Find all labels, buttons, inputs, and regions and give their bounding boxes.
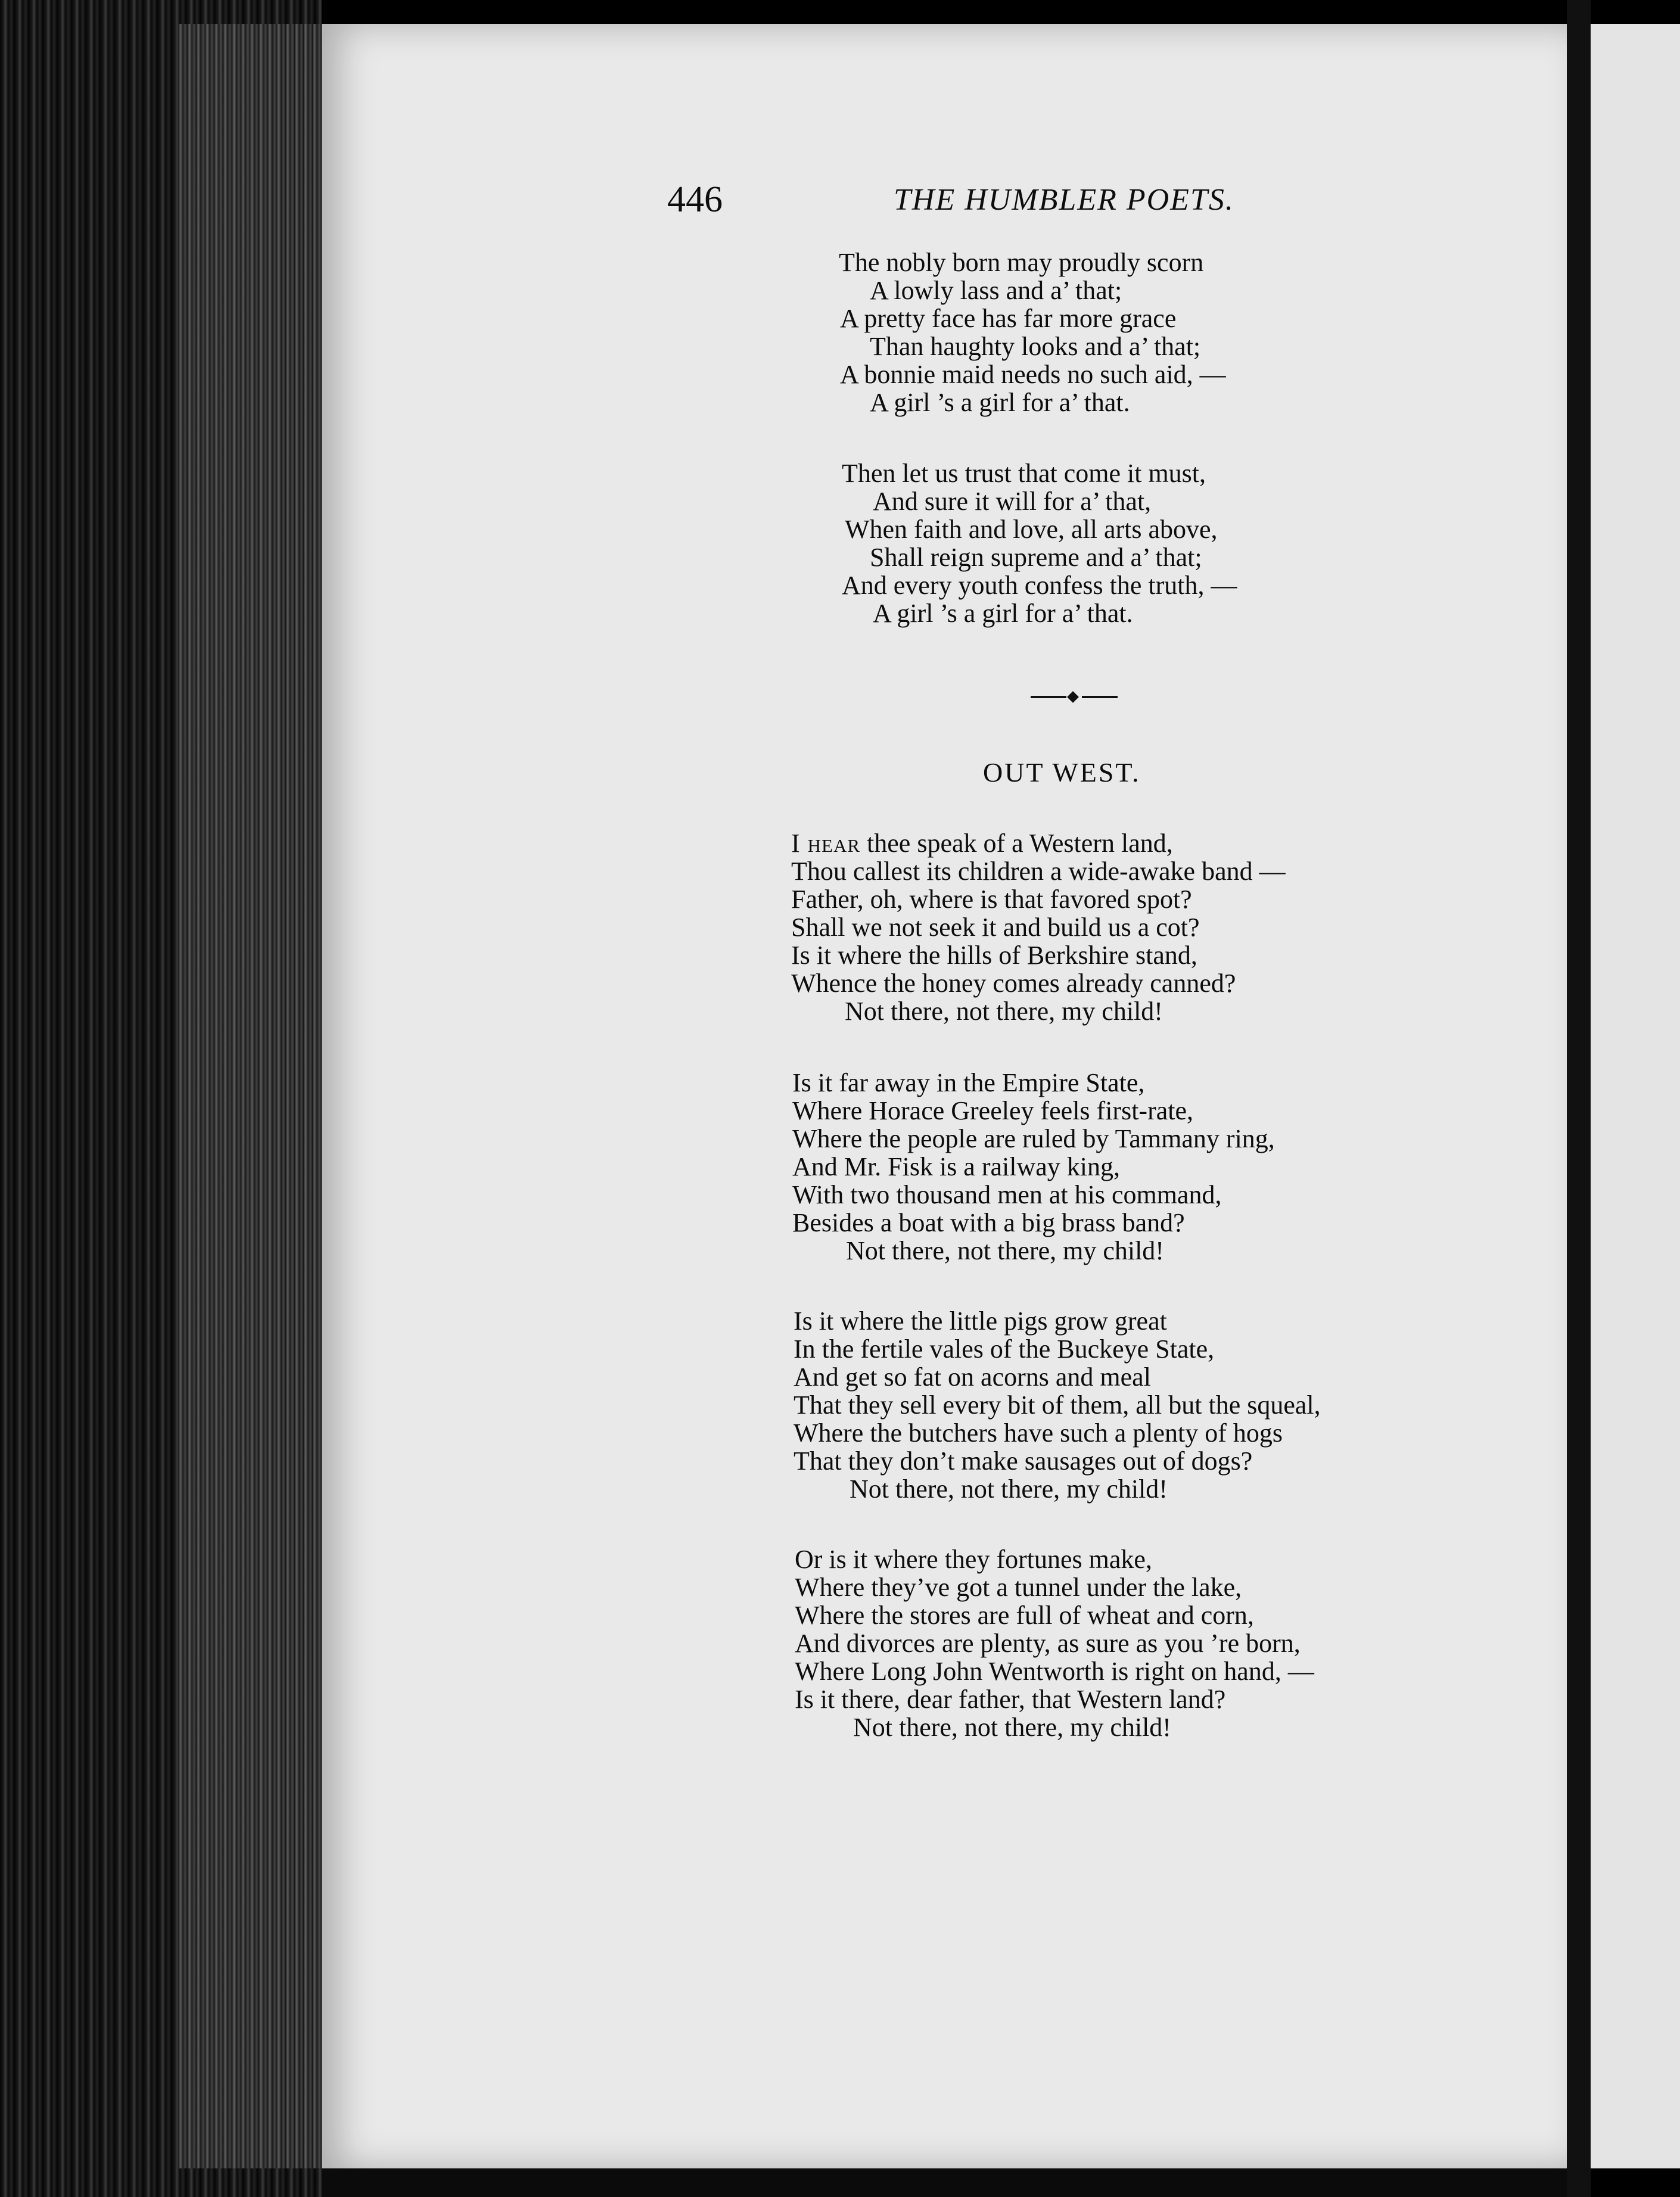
verse-line: When faith and love, all arts above, — [845, 515, 1218, 544]
verse-line: In the fertile vales of the Buckeye State, — [794, 1334, 1215, 1364]
refrain-line: Not there, not there, my child! — [853, 1713, 1171, 1742]
refrain-line: Not there, not there, my child! — [845, 997, 1163, 1026]
page-number: 446 — [667, 179, 723, 220]
verse-line: A pretty face has far more grace — [840, 304, 1177, 333]
verse-line: And every youth confess the truth, — — [842, 571, 1237, 600]
verse-line: Then let us trust that come it must, — [842, 459, 1206, 488]
verse-line: Father, oh, where is that favored spot? — [791, 885, 1192, 914]
opening-small-caps: I hear — [791, 829, 861, 858]
verse-line-first: I hear thee speak of a Western land, — [791, 829, 1173, 858]
page-edges — [179, 24, 322, 2168]
poem-title: OUT WEST. — [983, 757, 1141, 788]
verse-line: And divorces are plenty, as sure as you ’re born, — [795, 1629, 1301, 1658]
facing-page-edge — [1591, 24, 1680, 2168]
verse-line: Than haughty looks and a’ that; — [870, 332, 1201, 361]
section-divider-ornament — [1031, 693, 1118, 700]
verse-line: And sure it will for a’ that, — [873, 487, 1152, 516]
verse-line: Is it there, dear father, that Western land? — [795, 1685, 1226, 1714]
verse-line: A girl ’s a girl for a’ that. — [870, 388, 1130, 417]
verse-line: That they don’t make sausages out of dogs? — [794, 1446, 1253, 1476]
verse-line: Thou callest its children a wide-awake band — — [791, 857, 1286, 886]
verse-line: Where Horace Greeley feels first-rate, — [792, 1096, 1194, 1125]
verse-line: With two thousand men at his command, — [792, 1180, 1222, 1209]
verse-line: Whence the honey comes already canned? — [791, 969, 1236, 998]
verse-line: Shall we not seek it and build us a cot? — [791, 913, 1200, 942]
gutter-shadow — [1567, 0, 1591, 2197]
bottom-margin-shadow — [322, 2168, 1567, 2197]
verse-line: Or is it where they fortunes make, — [795, 1545, 1152, 1574]
verse-line: Where they’ve got a tunnel under the lake, — [795, 1573, 1242, 1602]
verse-line: Where the people are ruled by Tammany ring, — [792, 1124, 1275, 1153]
running-title: THE HUMBLER POETS. — [894, 183, 1234, 217]
verse-line: Is it where the little pigs grow great — [794, 1306, 1167, 1336]
verse-line: Is it far away in the Empire State, — [792, 1068, 1145, 1097]
verse-line: A bonnie maid needs no such aid, — — [840, 360, 1226, 389]
verse-line: The nobly born may proudly scorn — [839, 248, 1204, 277]
verse-line: Where Long John Wentworth is right on hand, — — [795, 1657, 1314, 1686]
refrain-line: Not there, not there, my child! — [850, 1474, 1168, 1504]
verse-line: Is it where the hills of Berkshire stand, — [791, 941, 1197, 970]
refrain-line: Not there, not there, my child! — [846, 1236, 1164, 1265]
verse-line: Where the stores are full of wheat and corn, — [795, 1601, 1254, 1630]
verse-line: Where the butchers have such a plenty of hogs — [794, 1418, 1283, 1448]
verse-line: And Mr. Fisk is a railway king, — [792, 1152, 1120, 1181]
verse-line: A girl ’s a girl for a’ that. — [873, 599, 1133, 628]
verse-line: Besides a boat with a big brass band? — [792, 1208, 1185, 1237]
verse-line: A lowly lass and a’ that; — [870, 276, 1122, 305]
verse-line: And get so fat on acorns and meal — [794, 1362, 1151, 1392]
verse-line: That they sell every bit of them, all but the squeal, — [794, 1390, 1321, 1420]
verse-line: Shall reign supreme and a’ that; — [870, 543, 1202, 572]
running-header — [667, 179, 1323, 232]
